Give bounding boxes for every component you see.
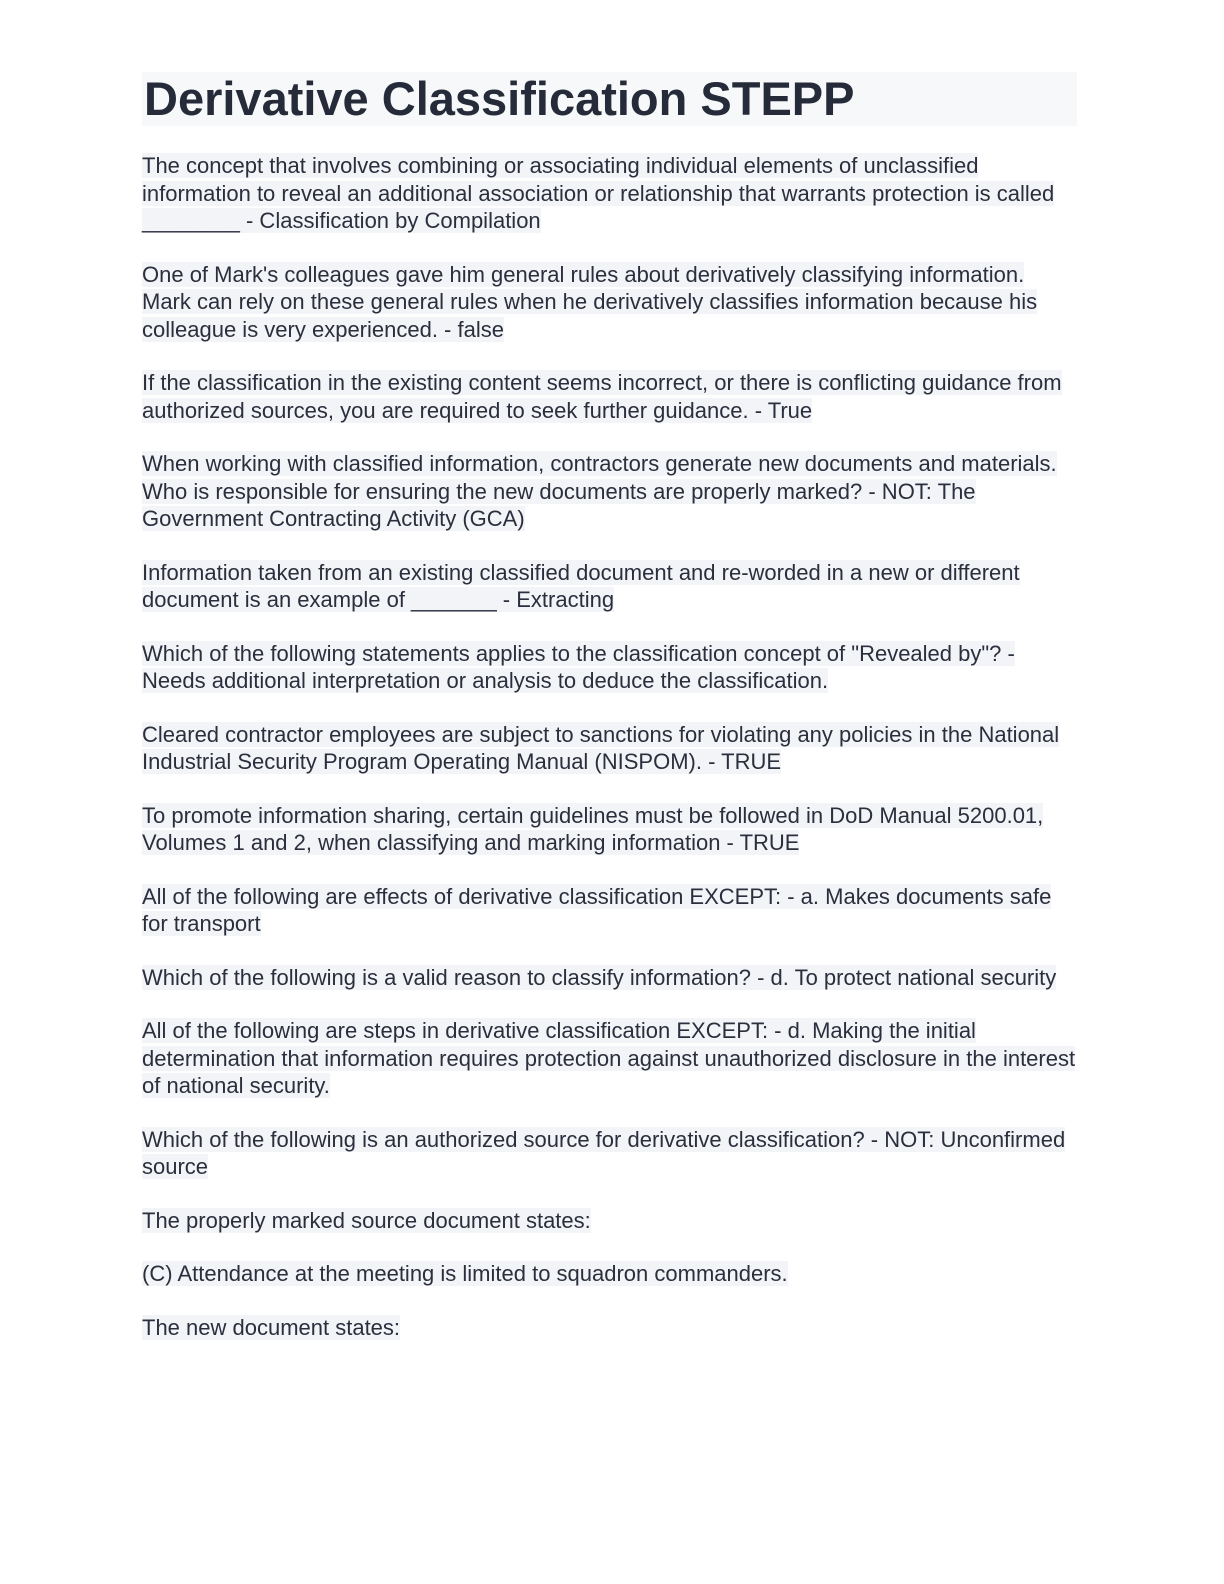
question-text: The properly marked source document states:: [142, 1207, 591, 1233]
question-paragraph: [142, 802, 1077, 857]
question-text: All of the following are steps in derivative classification EXCEPT: - d. Making the initial determination that information requires protection against unauthorized disclosure in the interest of national security.: [142, 1018, 1076, 1098]
question-text: Information taken from an existing classified document and re-worded in a new or different document is an example of _______ - Extracting: [142, 559, 1020, 612]
question-paragraph: [142, 261, 1077, 344]
question-text: The concept that involves combining or associating individual elements of unclassified information to reveal an additional association or relationship that warrants protection is called ________ - Classification by Compilation: [142, 153, 1055, 233]
question-text: Cleared contractor employees are subject to sanctions for violating any policies in the National Industrial Security Program Operating Manual (NISPOM). - TRUE: [142, 721, 1060, 774]
question-text: Which of the following statements applies to the classification concept of "Revealed by"? - Needs additional interpretation or analysis to deduce the classification.: [142, 640, 1015, 693]
question-text: To promote information sharing, certain guidelines must be followed in DoD Manual 5200.01, Volumes 1 and 2, when classifying and marking information - TRUE: [142, 802, 1044, 855]
question-text: If the classification in the existing content seems incorrect, or there is conflicting guidance from authorized sources, you are required to seek further guidance. - True: [142, 370, 1062, 423]
question-paragraph: [142, 559, 1077, 614]
question-text: (C) Attendance at the meeting is limited to squadron commanders.: [142, 1261, 788, 1286]
question-text: All of the following are effects of derivative classification EXCEPT: - a. Makes documents safe for transport: [142, 883, 1052, 936]
question-paragraph: [142, 1126, 1077, 1181]
question-paragraph: [142, 1314, 1077, 1342]
question-paragraph: [142, 1207, 1077, 1235]
question-paragraph: [142, 964, 1077, 992]
question-paragraph: [142, 1260, 1077, 1288]
question-text: One of Mark's colleagues gave him general rules about derivatively classifying information. Mark can rely on these general rules when he derivatively classifies information because his colleague is very experienced. - false: [142, 261, 1038, 342]
document-page: [142, 72, 1077, 1341]
question-paragraph: [142, 883, 1077, 938]
question-paragraph: [142, 152, 1077, 235]
question-text: When working with classified information, contractors generate new documents and materials. Who is responsible for ensuring the new documents are properly marked? - NOT: The Government Contracting Activity (GCA): [142, 451, 1057, 531]
question-paragraph: [142, 1017, 1077, 1100]
question-text: Which of the following is an authorized source for derivative classification? - NOT: Unconfirmed source: [142, 1126, 1066, 1179]
question-text: Which of the following is a valid reason to classify information? - d. To protect national security: [142, 964, 1057, 990]
question-paragraph: [142, 450, 1077, 533]
question-paragraph: [142, 640, 1077, 695]
document-title: Derivative Classification STEPP: [142, 72, 1077, 126]
question-paragraph: [142, 721, 1077, 776]
question-text: The new document states:: [142, 1314, 401, 1340]
question-paragraph: [142, 369, 1077, 424]
